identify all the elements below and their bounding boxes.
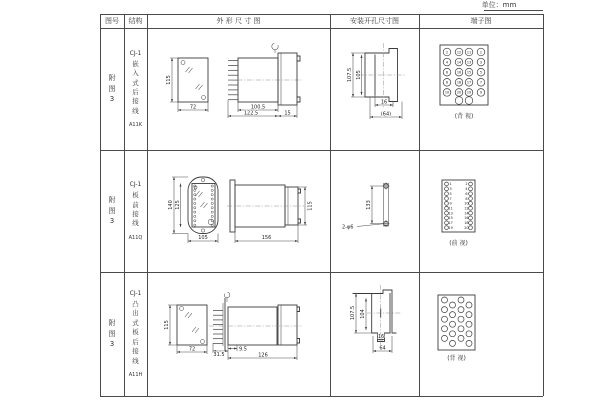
mounting-label: 嵌入式后接线 bbox=[132, 59, 139, 115]
svg-text:16: 16 bbox=[464, 216, 469, 221]
svg-text:107.5: 107.5 bbox=[347, 67, 353, 83]
svg-text:3: 3 bbox=[479, 60, 483, 65]
svg-text:9: 9 bbox=[479, 90, 483, 95]
svg-text:64: 64 bbox=[379, 345, 386, 352]
header-col-install: 安装开孔尺寸图 bbox=[350, 17, 399, 25]
svg-text:133: 133 bbox=[366, 200, 372, 210]
svg-text:4: 4 bbox=[445, 60, 449, 65]
svg-text:1: 1 bbox=[449, 182, 452, 187]
fig-no-cell-row1: 附图3 bbox=[108, 73, 116, 104]
svg-text:72: 72 bbox=[188, 346, 196, 353]
svg-text:20: 20 bbox=[456, 90, 462, 95]
front-view bbox=[166, 58, 208, 112]
svg-text:17: 17 bbox=[448, 221, 453, 225]
svg-text:8: 8 bbox=[465, 196, 468, 201]
svg-text:12: 12 bbox=[456, 50, 462, 55]
header-col-structure: 结构 bbox=[128, 17, 143, 25]
svg-text:17: 17 bbox=[466, 80, 472, 85]
svg-text:104: 104 bbox=[360, 309, 366, 319]
install-drawing-row2 bbox=[330, 150, 419, 272]
svg-text:9: 9 bbox=[449, 201, 452, 206]
svg-text:20: 20 bbox=[464, 225, 469, 230]
code-label: A11Q bbox=[128, 234, 143, 241]
svg-text:7: 7 bbox=[479, 80, 483, 85]
side-view bbox=[228, 43, 303, 118]
svg-text:6: 6 bbox=[465, 191, 468, 196]
mounting-label: 板前接线 bbox=[132, 191, 139, 228]
svg-text:2-φ6: 2-φ6 bbox=[342, 224, 354, 231]
outline-drawing-row3 bbox=[147, 272, 330, 397]
svg-text:9.5: 9.5 bbox=[239, 346, 247, 353]
mounting-label: 凸出式板后接线 bbox=[132, 300, 139, 365]
svg-text:1: 1 bbox=[479, 50, 483, 55]
svg-text:15: 15 bbox=[448, 216, 453, 221]
fig-no-cell-row2: 附图3 bbox=[108, 195, 116, 226]
terminal-diagram-row3 bbox=[419, 272, 543, 397]
outline-drawing-row1 bbox=[147, 28, 330, 150]
svg-text:100.5: 100.5 bbox=[250, 104, 266, 111]
structure-cell-row1 bbox=[124, 28, 147, 150]
svg-text:18: 18 bbox=[464, 221, 469, 225]
terminal-circles bbox=[443, 48, 485, 104]
svg-text:16: 16 bbox=[456, 70, 462, 75]
model-label: CJ-1 bbox=[129, 49, 142, 57]
svg-text:19: 19 bbox=[466, 90, 472, 95]
unit-label: 单位：mm bbox=[481, 1, 517, 9]
svg-text:122.5: 122.5 bbox=[243, 110, 259, 117]
svg-text:3: 3 bbox=[449, 187, 452, 192]
install-drawing-row3 bbox=[330, 272, 419, 397]
svg-text:72: 72 bbox=[189, 104, 197, 111]
model-label: CJ-1 bbox=[129, 181, 142, 189]
svg-text:8: 8 bbox=[445, 80, 449, 85]
svg-text:12: 12 bbox=[464, 206, 469, 211]
svg-text:13: 13 bbox=[466, 60, 472, 65]
header-col-outline: 外 形 尺 寸 图 bbox=[216, 17, 261, 25]
terminal-view-label: (前 视) bbox=[449, 240, 468, 247]
header-col-terminal: 端子图 bbox=[470, 17, 492, 25]
terminal-view-label: (背 视) bbox=[447, 355, 466, 362]
svg-text:2: 2 bbox=[445, 50, 449, 55]
unit-underline bbox=[484, 10, 543, 11]
svg-text:16: 16 bbox=[380, 99, 388, 106]
side-view bbox=[209, 292, 303, 360]
side-view bbox=[227, 180, 314, 243]
svg-text:6: 6 bbox=[445, 70, 449, 75]
svg-text:19: 19 bbox=[448, 225, 453, 230]
code-label: A11H bbox=[128, 371, 143, 378]
header-col-fig: 图号 bbox=[105, 17, 119, 25]
svg-text:11: 11 bbox=[448, 206, 453, 211]
svg-text:5: 5 bbox=[449, 191, 452, 196]
terminal-circles bbox=[445, 182, 473, 230]
front-view bbox=[164, 305, 207, 354]
svg-text:125: 125 bbox=[175, 200, 181, 210]
svg-text:10: 10 bbox=[464, 201, 469, 206]
terminal-view-label: (背 视) bbox=[454, 113, 474, 120]
structure-cell-row3 bbox=[124, 272, 147, 396]
svg-text:126: 126 bbox=[258, 352, 268, 359]
structure-cell-row2 bbox=[124, 150, 147, 272]
svg-text:16: 16 bbox=[377, 334, 385, 340]
svg-text:(64): (64) bbox=[380, 111, 392, 118]
terminal-diagram-row1 bbox=[419, 28, 543, 150]
front-view bbox=[168, 177, 218, 243]
svg-text:15: 15 bbox=[466, 70, 472, 75]
model-label: CJ-1 bbox=[129, 290, 142, 298]
terminal-circles bbox=[442, 297, 473, 346]
svg-text:13: 13 bbox=[448, 211, 453, 216]
svg-text:15: 15 bbox=[284, 110, 291, 117]
svg-text:31.5: 31.5 bbox=[213, 352, 225, 358]
svg-text:10: 10 bbox=[444, 90, 450, 95]
outline-drawing-row2 bbox=[147, 150, 330, 272]
code-label: A11K bbox=[128, 122, 143, 129]
fig-no-cell-row3: 附图3 bbox=[108, 318, 116, 349]
svg-text:7: 7 bbox=[449, 196, 452, 201]
svg-text:4: 4 bbox=[465, 187, 468, 192]
svg-text:107.5: 107.5 bbox=[350, 305, 356, 321]
svg-text:11: 11 bbox=[466, 50, 472, 55]
svg-text:5: 5 bbox=[479, 70, 483, 75]
install-drawing-row1 bbox=[330, 28, 419, 150]
svg-text:115: 115 bbox=[164, 320, 170, 330]
svg-text:2: 2 bbox=[465, 182, 468, 187]
svg-text:115: 115 bbox=[166, 75, 172, 85]
terminal-diagram-row2 bbox=[419, 150, 543, 272]
svg-text:14: 14 bbox=[456, 60, 462, 65]
svg-text:156: 156 bbox=[261, 235, 272, 241]
svg-text:18: 18 bbox=[456, 80, 462, 85]
svg-text:115: 115 bbox=[307, 201, 314, 211]
svg-text:14: 14 bbox=[464, 211, 469, 216]
svg-text:105: 105 bbox=[356, 70, 362, 80]
svg-text:105: 105 bbox=[198, 235, 208, 241]
svg-text:140: 140 bbox=[168, 200, 174, 210]
